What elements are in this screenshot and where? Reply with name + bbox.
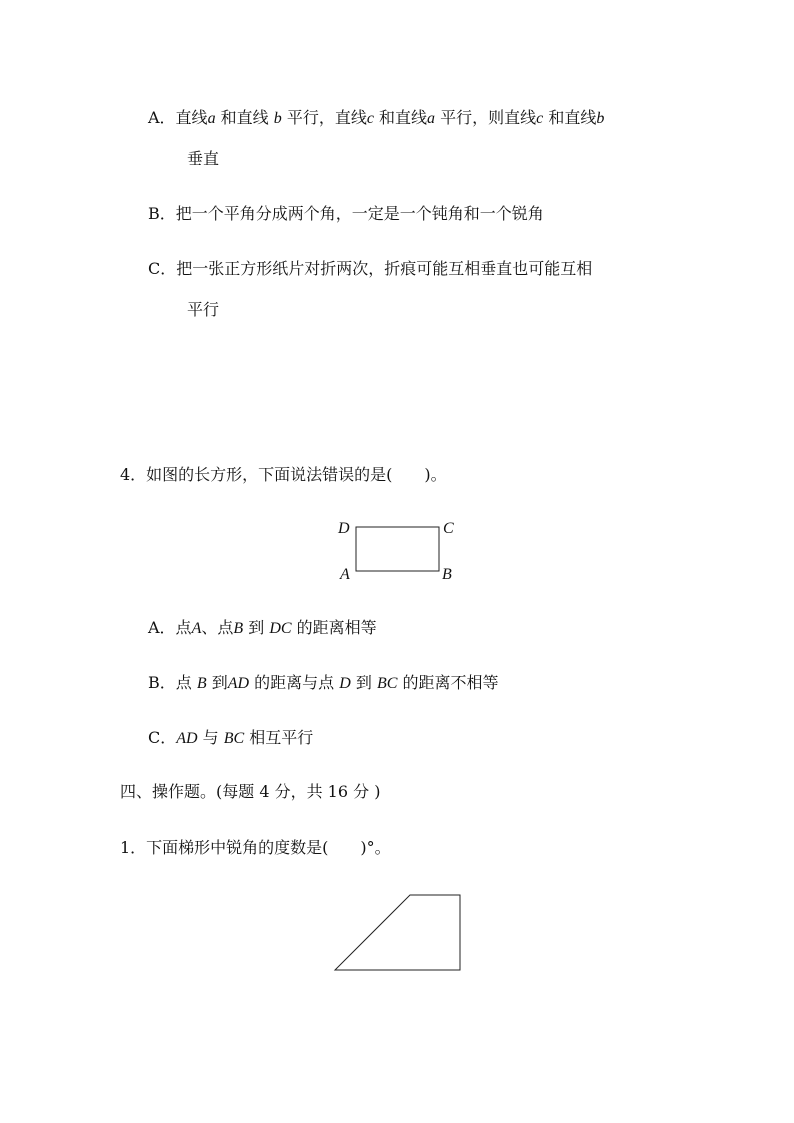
var: D [339,675,351,692]
var: a [207,110,216,127]
text: 的距离不相等 [397,673,499,692]
rectangle-abcd [356,527,439,571]
var: b [596,110,605,127]
text: C． [148,728,177,747]
label-c: C [443,520,454,537]
text: B．点 [148,673,192,692]
text: 平行，直线 [281,108,367,127]
q3-option-a-continuation: 垂直 [187,149,220,168]
q3-option-c-continuation: 平行 [187,300,220,319]
label-b: B [442,566,452,583]
section-heading: 四、操作题。(每题 4 分，共 16 分 ) [120,782,381,801]
text: 到 [206,673,228,692]
q4-stem: 4．如图的长方形，下面说法错误的是( )。 [120,465,447,484]
text: 的距离与点 [249,673,335,692]
text: 与 [197,728,224,747]
var: AD [176,730,198,747]
s4-q1-stem: 1．下面梯形中锐角的度数是( )°。 [120,838,391,857]
q4-option-b [148,672,499,695]
var: AD [227,675,250,692]
var: DC [269,620,292,637]
var: B [233,620,244,637]
text: 和直线 [215,108,269,127]
q4-option-c [148,727,313,750]
text: 平行，则直线 [435,108,537,127]
text: 、点 [201,618,234,637]
text: 到 [243,618,265,637]
q3-option-a [148,107,604,130]
q3-option-b: B．把一个平角分成两个角，一定是一个钝角和一个锐角 [148,204,544,223]
var: c [536,110,544,127]
text: 和直线 [543,108,597,127]
var: A [191,620,202,637]
text: A．直线 [148,108,208,127]
q4-option-a [148,617,377,640]
var: b [273,110,282,127]
text: 和直线 [373,108,428,127]
text: 到 [350,673,372,692]
trapezoid [335,895,460,970]
text: 相互平行 [244,728,314,747]
var: BC [377,675,398,692]
label-a: A [340,566,350,583]
text: 的距离相等 [291,618,377,637]
var: c [366,110,374,127]
var: B [196,675,207,692]
var: BC [223,730,245,747]
label-d: D [338,520,350,537]
text: A．点 [148,618,192,637]
var: a [427,110,436,127]
q3-option-c: C．把一张正方形纸片对折两次，折痕可能互相垂直也可能互相 [148,259,593,278]
